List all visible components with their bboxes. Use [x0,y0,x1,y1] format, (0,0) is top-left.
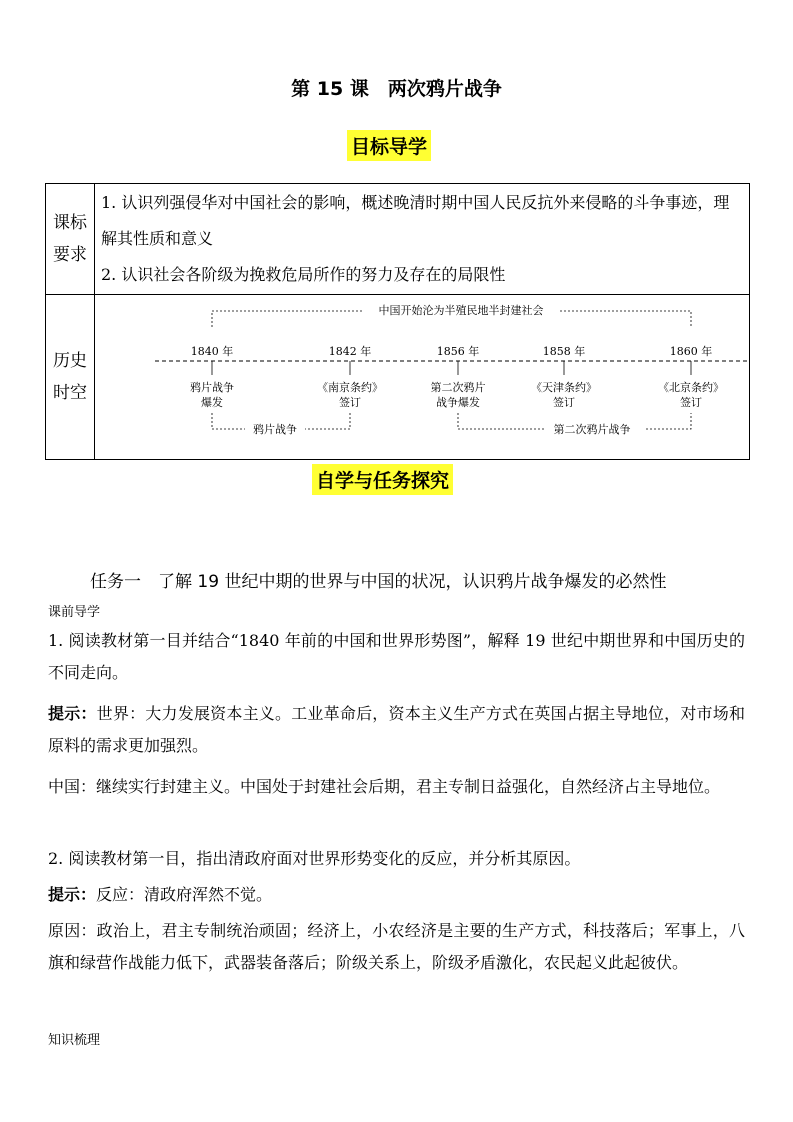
paragraph: 原因：政治上，君主专制统治顽固；经济上，小农经济是主要的生产方式，科技落后；军事上，八旗和绿营作战能力低下，武器装备落后；阶级关系上，阶级矛盾激化，农民起义此起彼伏。 [48,921,745,972]
bracket-label-first-war: 鸦片战争 [253,423,297,436]
svg-text:1840 年: 1840 年 [190,345,234,358]
task-heading: 任务一 了解 19 世纪中期的世界与中国的状况，认识鸦片战争爆发的必然性 [90,572,667,592]
svg-text:第二次鸦片: 第二次鸦片 [430,381,486,394]
svg-text:签订: 签订 [339,396,361,409]
svg-text:《天津条约》: 《天津条约》 [531,381,597,394]
svg-text:1842 年: 1842 年 [328,345,372,358]
svg-text:1858 年: 1858 年 [542,345,586,358]
pre-guide-label: 课前导学 [48,605,101,620]
paragraph: 中国：继续实行封建主义。中国处于封建社会后期，君主专制日益强化，自然经济占主导地位。 [48,777,721,796]
standards-table [45,183,750,460]
bracket-label-second-war: 第二次鸦片战争 [553,423,631,436]
timeline-label: 历史 时空 [46,295,95,460]
svg-text:《北京条约》: 《北京条约》 [658,381,724,394]
svg-text:1856 年: 1856 年 [436,345,480,358]
page-title: 第 15 课 两次鸦片战争 [291,78,502,100]
svg-text:《南京条约》: 《南京条约》 [317,381,383,394]
standards-content [95,184,750,295]
svg-text:战争爆发: 战争爆发 [436,396,480,409]
paragraph: 2. 阅读教材第一目，指出清政府面对世界形势变化的反应，并分析其原因。 [48,849,581,868]
svg-text:签订: 签订 [553,396,575,409]
svg-text:鸦片战争: 鸦片战争 [190,381,234,394]
timeline-event [531,344,597,409]
standard-item: 1. 认识列强侵华对中国社会的影响，概述晚清时期中国人民反抗外来侵略的斗争事迹，理解其性质和意义 [101,193,730,248]
top-bracket-label: 中国开始沦为半殖民地半封建社会 [378,304,544,317]
timeline-cell [95,295,750,460]
paragraph: 1. 阅读教材第一目并结合“1840 年前的中国和世界形势图”，解释 19 世纪中期世界和中国历史的不同走向。 [48,631,745,682]
svg-text:签订: 签订 [680,396,702,409]
paragraph: 提示：世界：大力发展资本主义。工业革命后，资本主义生产方式在英国占据主导地位，对市场和原料的需求更加强烈。 [48,704,745,755]
standard-item: 2. 认识社会各阶级为挽救危局所作的努力及存在的局限性 [101,265,506,284]
knowledge-label: 知识梳理 [48,1033,101,1048]
timeline-event [190,344,234,409]
timeline-event [317,344,383,409]
timeline-event [431,344,486,409]
svg-text:1860 年: 1860 年 [669,345,713,358]
section-heading-study: 自学与任务探究 [312,464,453,495]
svg-text:爆发: 爆发 [201,396,223,409]
timeline-diagram [95,295,749,455]
timeline-event [658,344,724,409]
standards-label: 课标 要求 [46,184,95,295]
section-heading-goals: 目标导学 [347,130,431,161]
paragraph: 提示：反应：清政府浑然不觉。 [48,885,273,904]
